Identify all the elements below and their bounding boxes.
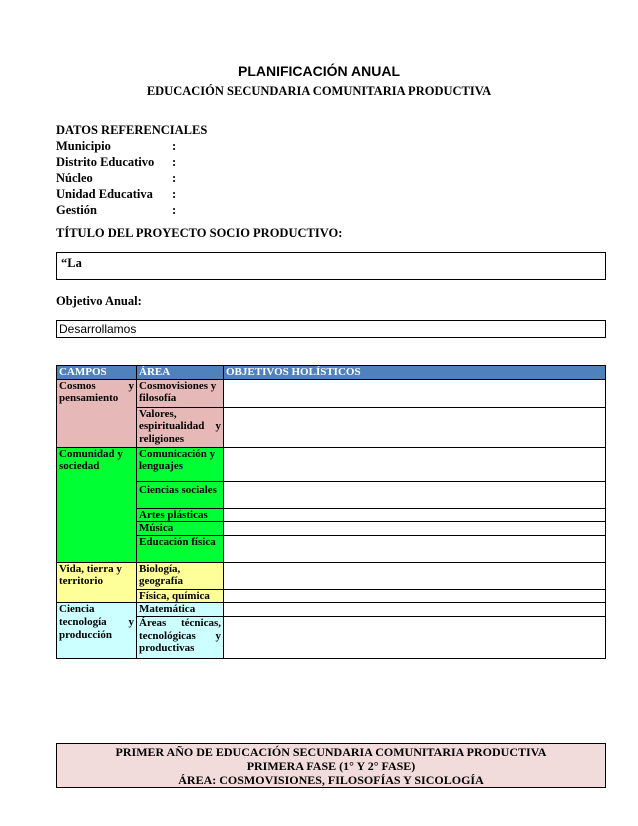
table-row	[57, 508, 606, 522]
campo-ciencia: Ciencia tecnología y producción	[57, 603, 137, 659]
table-row	[57, 407, 606, 447]
objetivo-cell[interactable]	[224, 535, 606, 562]
area-cell: Cosmovisiones y filosofía	[137, 379, 224, 407]
header-area: ÁREA	[137, 366, 224, 380]
objetivo-cell[interactable]	[224, 603, 606, 617]
objetivo-value: Desarrollamos	[59, 322, 137, 336]
datos-list	[56, 138, 177, 218]
page-title: PLANIFICACIÓN ANUAL	[237, 63, 401, 79]
datos-colon: :	[172, 139, 177, 153]
area-cell: Biología, geografía	[137, 562, 224, 589]
area-cell: Música	[137, 522, 224, 536]
area-cell: Física, química	[137, 589, 224, 603]
campo-cosmos: Cosmos y pensamiento	[57, 379, 137, 447]
datos-heading: DATOS REFERENCIALES	[56, 123, 208, 137]
objetivo-cell[interactable]	[224, 481, 606, 508]
table-row	[57, 603, 606, 617]
area-cell: Valores, espiritualidad y religiones	[137, 407, 224, 447]
datos-label: Unidad Educativa	[56, 187, 153, 201]
objetivo-cell[interactable]	[224, 407, 606, 447]
datos-colon: :	[172, 187, 177, 201]
area-cell: Matemática	[137, 603, 224, 617]
objetivo-cell[interactable]	[224, 379, 606, 407]
area-cell: Ciencias sociales	[137, 481, 224, 508]
fase-banner	[56, 743, 606, 788]
proyecto-heading: TÍTULO DEL PROYECTO SOCIO PRODUCTIVO:	[56, 226, 343, 240]
campos-table	[56, 365, 606, 659]
header-campos: CAMPOS	[57, 366, 137, 380]
table-row	[57, 522, 606, 536]
datos-row-municipio	[56, 138, 177, 154]
datos-label: Distrito Educativo	[56, 155, 155, 169]
proyecto-value: “La	[61, 256, 82, 270]
table-row	[57, 616, 606, 658]
datos-colon: :	[172, 171, 177, 185]
campo-comunidad: Comunidad y sociedad	[57, 447, 137, 562]
table-row	[57, 589, 606, 603]
page-subtitle: EDUCACIÓN SECUNDARIA COMUNITARIA PRODUCTIVA	[146, 84, 492, 98]
objetivo-cell[interactable]	[224, 508, 606, 522]
area-cell: Áreas técnicas, tecnológicas y productivas	[137, 616, 224, 658]
objetivo-cell[interactable]	[224, 589, 606, 603]
table-row	[57, 481, 606, 508]
objetivo-cell[interactable]	[224, 562, 606, 589]
header-objetivos: OBJETIVOS HOLÍSTICOS	[224, 366, 606, 380]
datos-label: Gestión	[56, 203, 97, 217]
objetivo-heading: Objetivo Anual:	[56, 294, 142, 308]
table-row	[57, 379, 606, 407]
area-cell: Comunicación y lenguajes	[137, 447, 224, 481]
datos-colon: :	[172, 203, 177, 217]
datos-label: Núcleo	[56, 171, 93, 185]
banner-line-3: ÁREA: COSMOVISIONES, FILOSOFÍAS Y SICOLOGÍA	[178, 773, 484, 787]
banner-line-2: PRIMERA FASE (1° Y 2° FASE)	[246, 759, 416, 773]
table-row	[57, 535, 606, 562]
proyecto-field[interactable]	[56, 252, 606, 280]
datos-colon: :	[172, 155, 177, 169]
banner-line-1: PRIMER AÑO DE EDUCACIÓN SECUNDARIA COMUNITARIA PRODUCTIVA	[115, 745, 547, 759]
objetivo-cell[interactable]	[224, 522, 606, 536]
objetivo-cell[interactable]	[224, 447, 606, 481]
table-row	[57, 447, 606, 481]
datos-row-unidad	[56, 186, 177, 202]
objetivo-field[interactable]	[56, 320, 606, 338]
area-cell: Artes plásticas	[137, 508, 224, 522]
datos-label: Municipio	[56, 139, 111, 153]
table-row	[57, 562, 606, 589]
datos-row-distrito	[56, 154, 177, 170]
table-header-row	[57, 366, 606, 380]
campo-vida: Vida, tierra y territorio	[57, 562, 137, 603]
datos-row-gestion	[56, 202, 177, 218]
area-cell: Educación física	[137, 535, 224, 562]
datos-row-nucleo	[56, 170, 177, 186]
objetivo-cell[interactable]	[224, 616, 606, 658]
